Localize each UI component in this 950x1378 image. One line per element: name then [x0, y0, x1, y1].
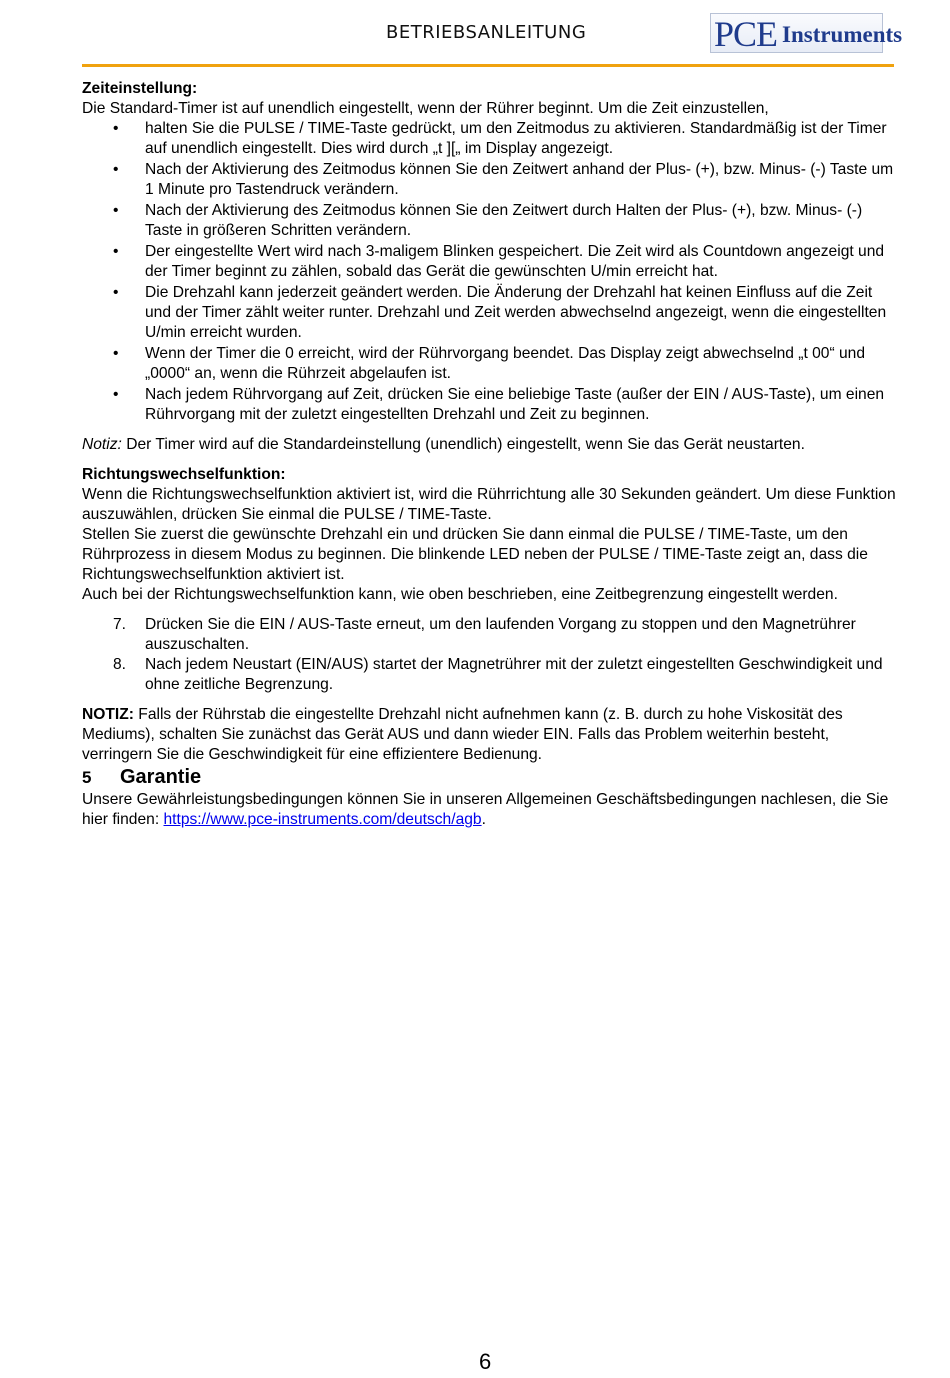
direction-paragraph: Wenn die Richtungswechselfunktion aktiviert ist, wird die Rührrichtung alle 30 Sekunden geändert. Um diese Funktion auszuwählen, drücken Sie einmal die PULSE / TIME-Taste.: [82, 486, 896, 523]
logo-brand-text: PCE: [714, 14, 778, 54]
list-item-text: Die Drehzahl kann jederzeit geändert werden. Die Änderung der Drehzahl hat keinen Einfluss auf die Zeit und der Timer zählt weiter runter. Drehzahl und Zeit werden abwechselnd angezeigt, wenn die eingestellten U/min erreicht wurden.: [145, 284, 887, 341]
guarantee-text-before: Unsere Gewährleistungsbedingungen können Sie in unseren Allgemeinen Geschäftsbedingungen nachlesen, die Sie hier finden:: [82, 791, 889, 828]
timer-note: [82, 435, 897, 455]
steps-list: [82, 615, 897, 695]
section-title: Garantie: [120, 766, 202, 788]
agb-link[interactable]: https://www.pce-instruments.com/deutsch/agb: [163, 811, 482, 828]
timer-note-label: Notiz:: [82, 436, 122, 453]
list-item: [82, 242, 897, 282]
list-item-text: Der eingestellte Wert wird nach 3-maligem Blinken gespeichert. Die Zeit wird als Countdown angezeigt und der Timer beginnt zu zählen, sobald das Gerät die gewünschten U/min erreicht hat.: [145, 243, 885, 280]
bullet-icon: •: [113, 120, 119, 137]
step-text: Drücken Sie die EIN / AUS-Taste erneut, um den laufenden Vorgang zu stoppen und den Magnetrührer auszuschalten.: [145, 616, 856, 653]
step-number: 7.: [113, 616, 127, 633]
guarantee-heading: [82, 765, 897, 790]
list-item: [82, 385, 897, 425]
timer-note-text: Der Timer wird auf die Standardeinstellung (unendlich) eingestellt, wenn Sie das Gerät neustarten.: [121, 436, 805, 453]
document-header-title: BETRIEBSANLEITUNG: [386, 22, 587, 43]
guarantee-text: [82, 790, 897, 830]
bullet-icon: •: [113, 202, 119, 219]
bullet-icon: •: [113, 284, 119, 301]
list-item: [82, 160, 897, 200]
list-item: [82, 201, 897, 241]
direction-notiz: [82, 705, 897, 765]
header-divider: [82, 64, 894, 67]
list-item-text: Nach der Aktivierung des Zeitmodus können Sie den Zeitwert durch Halten der Plus- (+), bzw. Minus- (-) Taste in größeren Schritten verändern.: [145, 202, 863, 239]
bullet-icon: •: [113, 243, 119, 260]
direction-paragraph: Stellen Sie zuerst die gewünschte Drehzahl ein und drücken Sie dann einmal die PULSE / TIME-Taste, um den Rührprozess in diesem Modus zu beginnen. Die blinkende LED neben der PULSE / TIME-Taste zeigt an, dass die Richtungswechselfunktion aktiviert ist.: [82, 526, 868, 583]
guarantee-text-after: .: [481, 811, 486, 828]
direction-heading: Richtungswechselfunktion:: [82, 466, 286, 483]
list-item: [82, 119, 897, 159]
pce-instruments-logo: [710, 13, 903, 54]
step-text: Nach jedem Neustart (EIN/AUS) startet der Magnetrührer mit der zuletzt eingestellten Geschwindigkeit und ohne zeitliche Begrenzung.: [145, 656, 883, 693]
timer-heading: Zeiteinstellung:: [82, 80, 198, 97]
direction-notiz-text: Falls der Rührstab die eingestellte Drehzahl nicht aufnehmen kann (z. B. durch zu hohe Viskosität des Mediums), schalten Sie zunächst das Gerät AUS und dann wieder EIN. Falls das Problem weiterhin besteht, verringern Sie die Geschwindigkeit für eine effizientere Bedienung.: [82, 706, 843, 763]
list-item-text: Nach der Aktivierung des Zeitmodus können Sie den Zeitwert anhand der Plus- (+), bzw. Minus- (-) Taste um 1 Minute pro Tastendruck verändern.: [145, 161, 894, 198]
step-number: 8.: [113, 656, 127, 673]
bullet-icon: •: [113, 345, 119, 362]
list-item-text: Nach jedem Rührvorgang auf Zeit, drücken Sie eine beliebige Taste (außer der EIN / AUS-Taste), um einen Rührvorgang mit der zuletzt eingestellten Drehzahl und Zeit zu beginnen.: [145, 386, 885, 423]
section-number: 5: [82, 768, 92, 787]
list-item: [82, 283, 897, 343]
timer-bullet-list: [82, 119, 897, 425]
list-item-text: Wenn der Timer die 0 erreicht, wird der Rührvorgang beendet. Das Display zeigt abwechselnd „t 00“ und „0000“ an, wenn die Rührzeit abgelaufen ist.: [145, 345, 865, 382]
list-item-text: halten Sie die PULSE / TIME-Taste gedrückt, um den Zeitmodus zu aktivieren. Standardmäßig ist der Timer auf unendlich eingestellt. Dies wird durch „t ][„ im Display angezeigt.: [145, 120, 887, 157]
direction-notiz-label: NOTIZ:: [82, 706, 134, 723]
page-number: 6: [479, 1349, 492, 1374]
bullet-icon: •: [113, 386, 119, 403]
list-item: [82, 615, 897, 655]
direction-paragraph: Auch bei der Richtungswechselfunktion kann, wie oben beschrieben, eine Zeitbegrenzung eingestellt werden.: [82, 586, 838, 603]
timer-intro: Die Standard-Timer ist auf unendlich eingestellt, wenn der Rührer beginnt. Um die Zeit einzustellen,: [82, 100, 769, 117]
bullet-icon: •: [113, 161, 119, 178]
list-item: [82, 655, 897, 695]
page-content: [82, 79, 897, 830]
list-item: [82, 344, 897, 384]
logo-instruments-text: Instruments: [782, 22, 903, 47]
